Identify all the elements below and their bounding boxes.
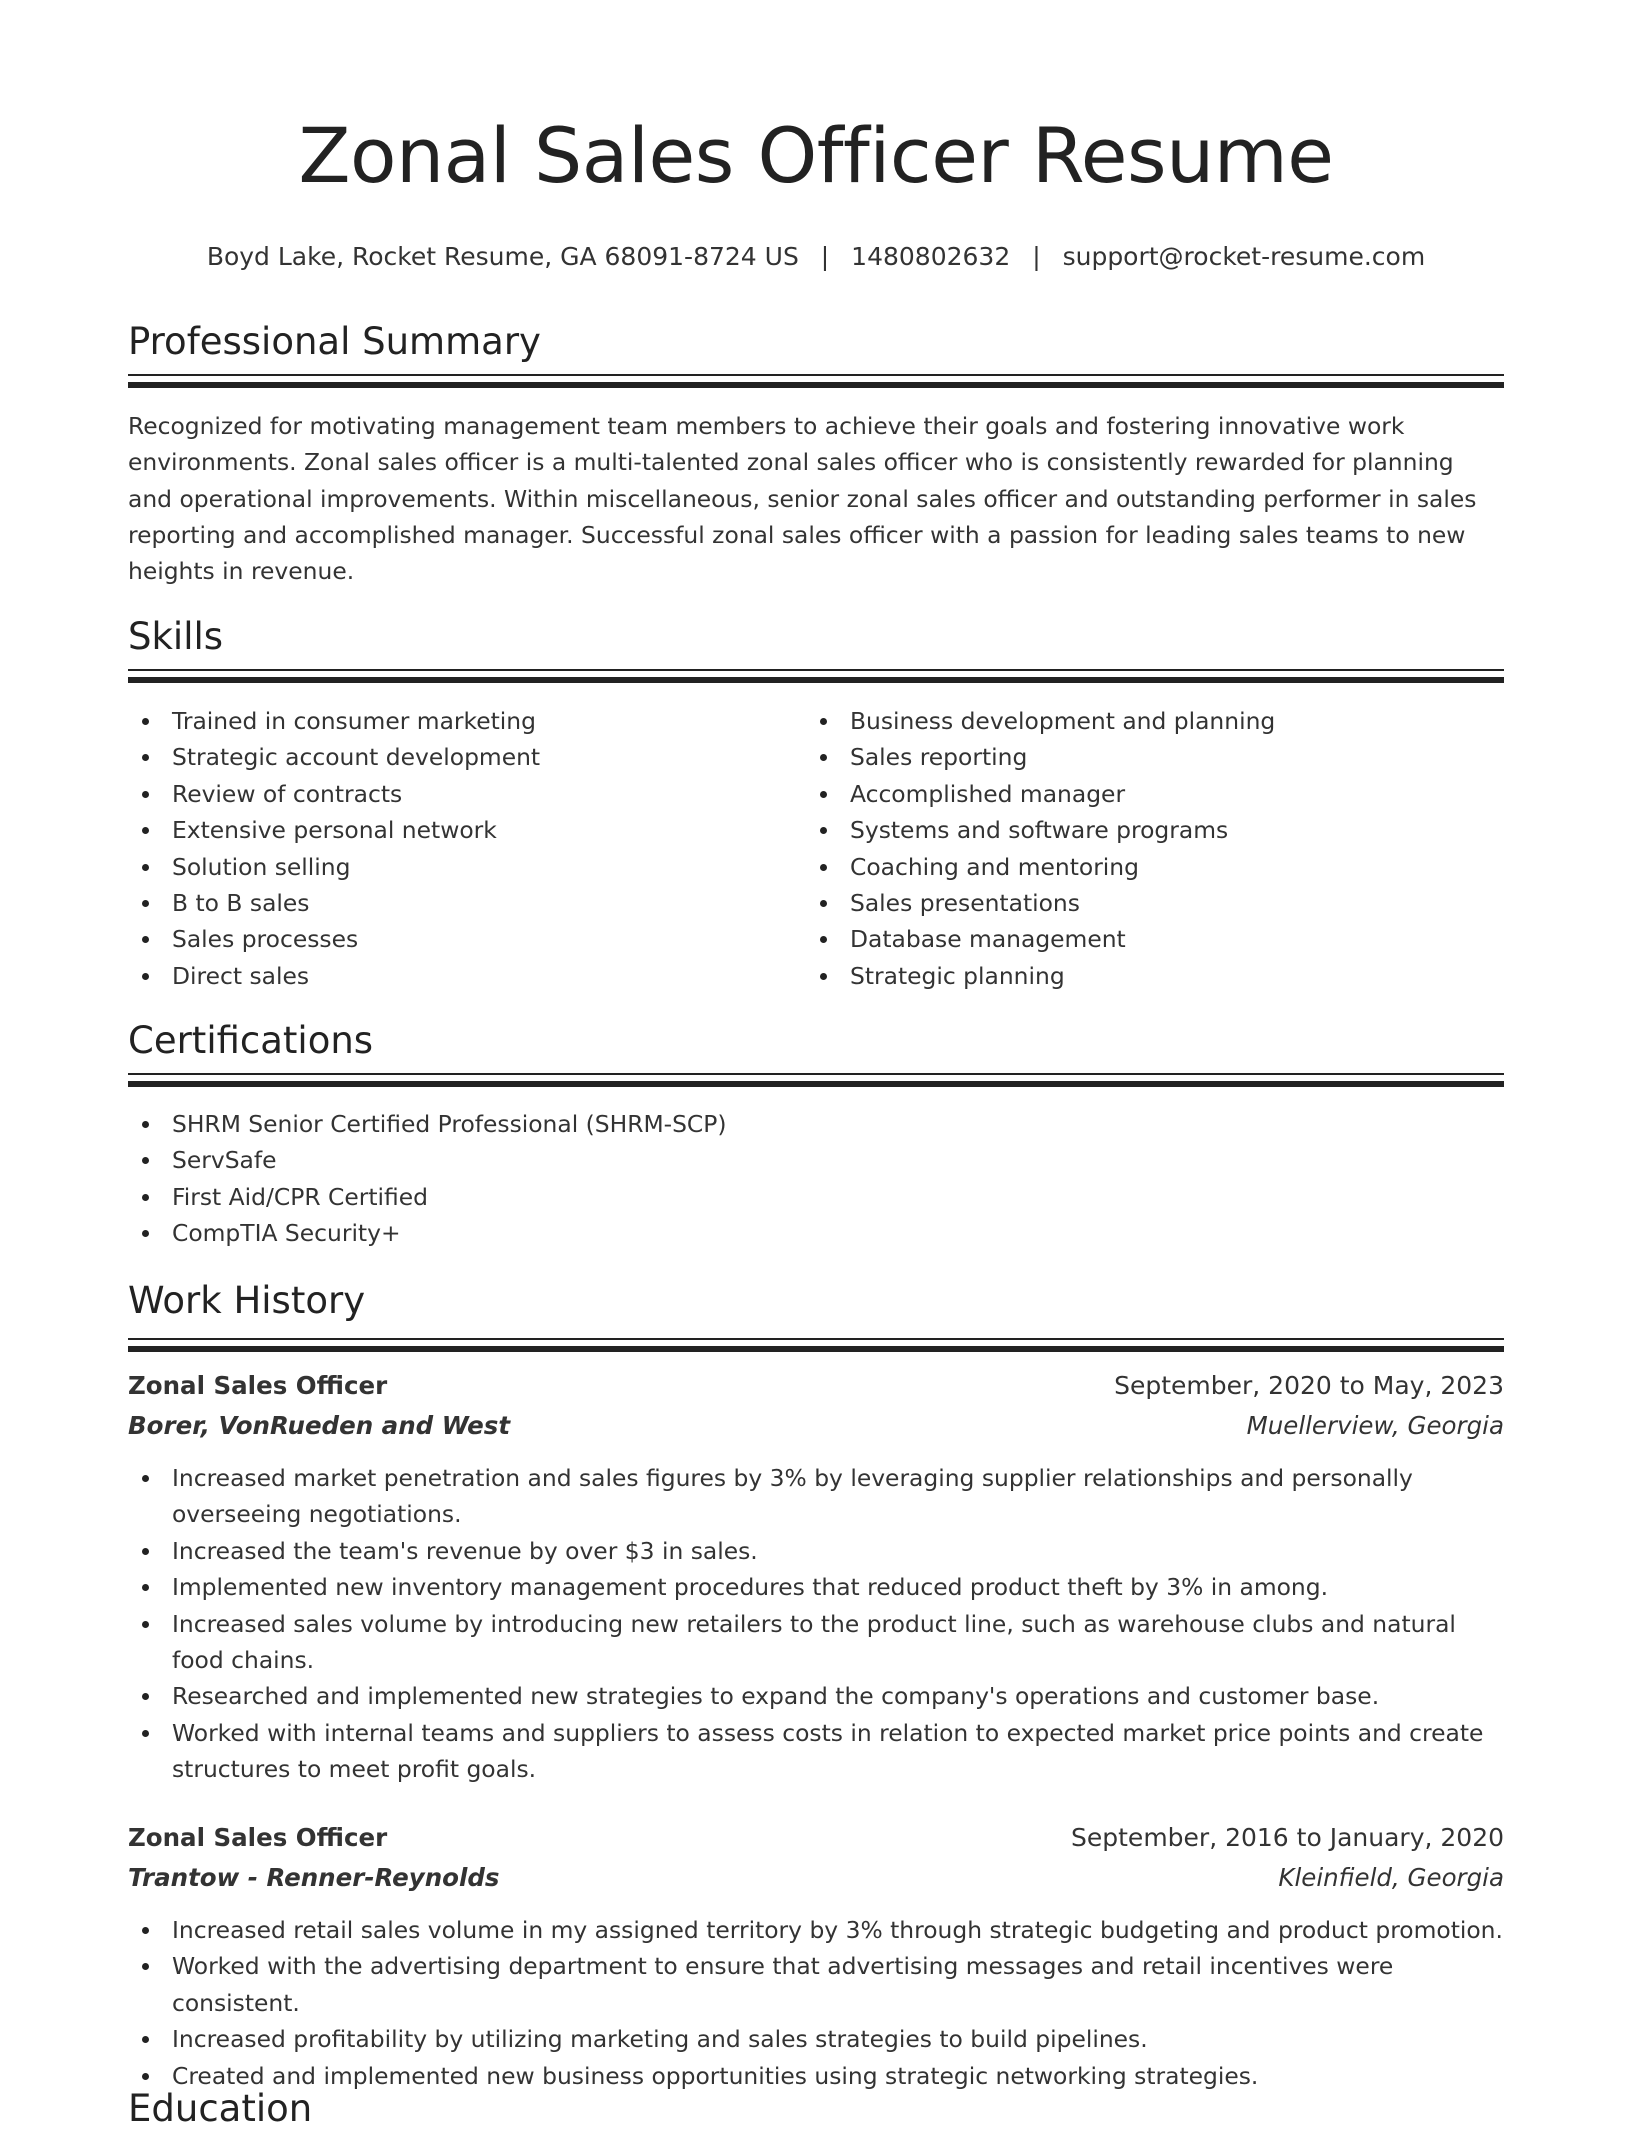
skill-item: Direct sales [128,958,788,994]
job-bullets [128,1460,1504,1788]
job-bullet: Increased market penetration and sales figures by 3% by leveraging supplier relationships and personally overseeing negotiations. [128,1460,1504,1533]
section-divider [128,1081,1504,1087]
job-subheader [128,1411,1504,1445]
job-bullet: Researched and implemented new strategies to expand the company's operations and customer base. [128,1678,1504,1714]
skills-list-right [806,703,1504,994]
job-bullet: Created and implemented new business opportunities using strategic networking strategies. [128,2058,1504,2094]
certification-item: ServSafe [128,1142,1504,1178]
job-company: Trantow - Renner-Reynolds [128,1863,500,1892]
skill-item: Trained in consumer marketing [128,703,788,739]
section-divider [128,374,1504,376]
certification-item: First Aid/CPR Certified [128,1179,1504,1215]
job-subheader [128,1863,1504,1897]
section-divider [128,669,1504,671]
contact-address: Boyd Lake, Rocket Resume, GA 68091-8724 US [206,242,799,271]
job-header [128,1371,1504,1405]
work-history-heading: Work History [128,1279,366,1322]
skill-item: Strategic planning [806,958,1504,994]
skill-item: Review of contracts [128,776,788,812]
contact-separator: | [1032,242,1041,271]
certifications-heading: Certifications [128,1019,374,1062]
skill-item: Coaching and mentoring [806,849,1504,885]
certification-item: CompTIA Security+ [128,1215,1504,1251]
contact-line [128,242,1504,271]
job-company: Borer, VonRueden and West [128,1411,511,1440]
skill-item: Sales reporting [806,739,1504,775]
skill-item: Database management [806,921,1504,957]
job-bullet: Implemented new inventory management procedures that reduced product theft by 3% in among. [128,1569,1504,1605]
certifications-list [128,1106,1504,1252]
job-bullets [128,1912,1504,2094]
contact-separator: | [820,242,830,271]
section-divider [128,1073,1504,1075]
contact-email: support@rocket-resume.com [1062,242,1426,271]
job-location: Kleinfield, Georgia [1278,1863,1504,1892]
skill-item: Business development and planning [806,703,1504,739]
job-dates: September, 2016 to January, 2020 [1071,1823,1504,1852]
job-header [128,1823,1504,1857]
skill-item: Extensive personal network [128,812,788,848]
skill-item: Sales presentations [806,885,1504,921]
skill-item: Accomplished manager [806,776,1504,812]
section-divider [128,677,1504,683]
skills-heading: Skills [128,615,224,658]
job-bullet: Increased sales volume by introducing new retailers to the product line, such as warehouse clubs and natural food chains. [128,1606,1504,1679]
certification-item: SHRM Senior Certified Professional (SHRM-SCP) [128,1106,1504,1142]
job-title: Zonal Sales Officer [128,1371,388,1400]
contact-phone: 1480802632 [851,242,1011,271]
skills-list-left [128,703,788,994]
section-divider [128,1346,1504,1352]
job-location: Muellerview, Georgia [1246,1411,1504,1440]
summary-heading: Professional Summary [128,320,541,363]
skill-item: Strategic account development [128,739,788,775]
skill-item: Solution selling [128,849,788,885]
skill-item: B to B sales [128,885,788,921]
job-bullet: Increased the team's revenue by over $3 in sales. [128,1533,1504,1569]
job-bullet: Increased retail sales volume in my assigned territory by 3% through strategic budgeting and product promotion. [128,1912,1504,1948]
job-bullet: Worked with the advertising department to ensure that advertising messages and retail incentives were consistent. [128,1948,1504,2021]
skill-item: Systems and software programs [806,812,1504,848]
section-divider [128,1338,1504,1340]
section-divider [128,382,1504,388]
job-bullet: Worked with internal teams and suppliers to assess costs in relation to expected market price points and create structures to meet profit goals. [128,1715,1504,1788]
page-title: Zonal Sales Officer Resume [298,111,1334,200]
job-title: Zonal Sales Officer [128,1823,388,1852]
job-bullet: Increased profitability by utilizing marketing and sales strategies to build pipelines. [128,2021,1504,2057]
skill-item: Sales processes [128,921,788,957]
summary-text: Recognized for motivating management team members to achieve their goals and fostering innovative work environments. Zonal sales officer is a multi-talented zonal sales officer who is consistently rewarded for planning and operational improvements. Within miscellaneous, senior zonal sales officer and outstanding performer in sales reporting and accomplished manager. Successful zonal sales officer with a passion for leading sales teams to new heights in revenue. [128,412,1477,586]
job-dates: September, 2020 to May, 2023 [1114,1371,1504,1400]
education-heading: Education [128,2087,313,2130]
